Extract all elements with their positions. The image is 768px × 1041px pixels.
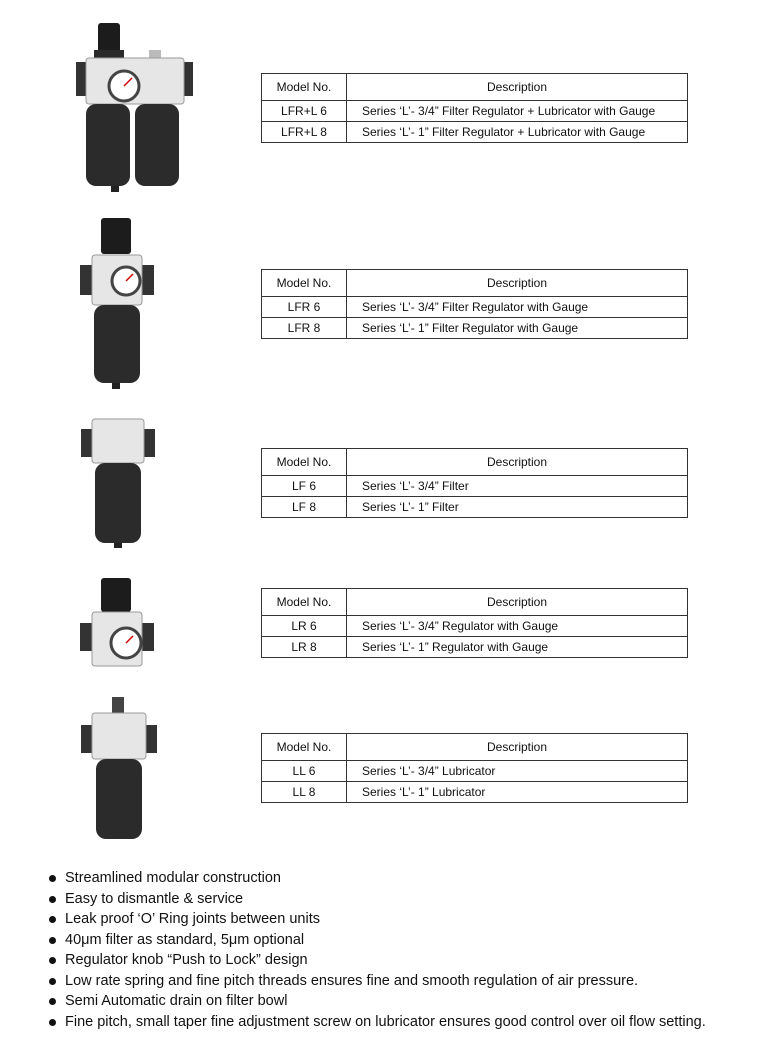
header-description: Description bbox=[347, 734, 688, 761]
table-header-row bbox=[262, 734, 688, 761]
header-description: Description bbox=[347, 589, 688, 616]
model-cell: LFR+L 8 bbox=[262, 122, 347, 143]
table-row bbox=[262, 476, 688, 497]
table-header-row bbox=[262, 270, 688, 297]
table-row bbox=[262, 122, 688, 143]
description-cell: Series ‘L’- 3/4” Filter Regulator + Lubricator with Gauge bbox=[347, 101, 688, 122]
feature-item: Semi Automatic drain on filter bowl bbox=[47, 991, 706, 1012]
header-description: Description bbox=[347, 270, 688, 297]
description-cell: Series ‘L’- 3/4” Regulator with Gauge bbox=[347, 616, 688, 637]
model-cell: LL 8 bbox=[262, 782, 347, 803]
description-cell: Series ‘L’- 3/4” Filter bbox=[347, 476, 688, 497]
feature-item: Leak proof ‘O’ Ring joints between units bbox=[47, 909, 706, 930]
header-model: Model No. bbox=[262, 74, 347, 101]
spec-table bbox=[261, 73, 688, 143]
header-model: Model No. bbox=[262, 449, 347, 476]
header-model: Model No. bbox=[262, 589, 347, 616]
description-cell: Series ‘L’- 1” Filter bbox=[347, 497, 688, 518]
table-row bbox=[262, 101, 688, 122]
description-cell: Series ‘L’- 1” Lubricator bbox=[347, 782, 688, 803]
header-description: Description bbox=[347, 74, 688, 101]
model-cell: LF 8 bbox=[262, 497, 347, 518]
feature-item: Regulator knob “Push to Lock” design bbox=[47, 950, 706, 971]
spec-table bbox=[261, 588, 688, 658]
table-row bbox=[262, 782, 688, 803]
table-row bbox=[262, 637, 688, 658]
table-header-row bbox=[262, 74, 688, 101]
description-cell: Series ‘L’- 3/4” Lubricator bbox=[347, 761, 688, 782]
table-header-row bbox=[262, 589, 688, 616]
model-cell: LR 6 bbox=[262, 616, 347, 637]
model-cell: LR 8 bbox=[262, 637, 347, 658]
model-cell: LFR 8 bbox=[262, 318, 347, 339]
header-model: Model No. bbox=[262, 270, 347, 297]
header-model: Model No. bbox=[262, 734, 347, 761]
table-header-row bbox=[262, 449, 688, 476]
table-row bbox=[262, 761, 688, 782]
model-cell: LL 6 bbox=[262, 761, 347, 782]
feature-item: Low rate spring and fine pitch threads ensures fine and smooth regulation of air pressure. bbox=[47, 971, 706, 992]
spec-table bbox=[261, 733, 688, 803]
table-row bbox=[262, 297, 688, 318]
filter-regulator-unit-image bbox=[76, 215, 158, 390]
spec-table bbox=[261, 269, 688, 339]
table-row bbox=[262, 497, 688, 518]
filter-unit-image bbox=[78, 415, 158, 550]
model-cell: LFR+L 6 bbox=[262, 101, 347, 122]
description-cell: Series ‘L’- 3/4” Filter Regulator with Gauge bbox=[347, 297, 688, 318]
feature-item: Fine pitch, small taper fine adjustment screw on lubricator ensures good control over oil flow setting. bbox=[47, 1012, 706, 1033]
filter-regulator-lubricator-unit-image bbox=[72, 20, 197, 195]
features-list bbox=[47, 868, 706, 1032]
table-row bbox=[262, 616, 688, 637]
regulator-unit-image bbox=[76, 575, 158, 670]
description-cell: Series ‘L’- 1” Filter Regulator with Gauge bbox=[347, 318, 688, 339]
feature-item: Streamlined modular construction bbox=[47, 868, 706, 889]
lubricator-unit-image bbox=[78, 695, 160, 845]
model-cell: LFR 6 bbox=[262, 297, 347, 318]
description-cell: Series ‘L’- 1” Filter Regulator + Lubricator with Gauge bbox=[347, 122, 688, 143]
spec-table bbox=[261, 448, 688, 518]
description-cell: Series ‘L’- 1” Regulator with Gauge bbox=[347, 637, 688, 658]
table-row bbox=[262, 318, 688, 339]
model-cell: LF 6 bbox=[262, 476, 347, 497]
feature-item: 40μm filter as standard, 5μm optional bbox=[47, 930, 706, 951]
header-description: Description bbox=[347, 449, 688, 476]
feature-item: Easy to dismantle & service bbox=[47, 889, 706, 910]
